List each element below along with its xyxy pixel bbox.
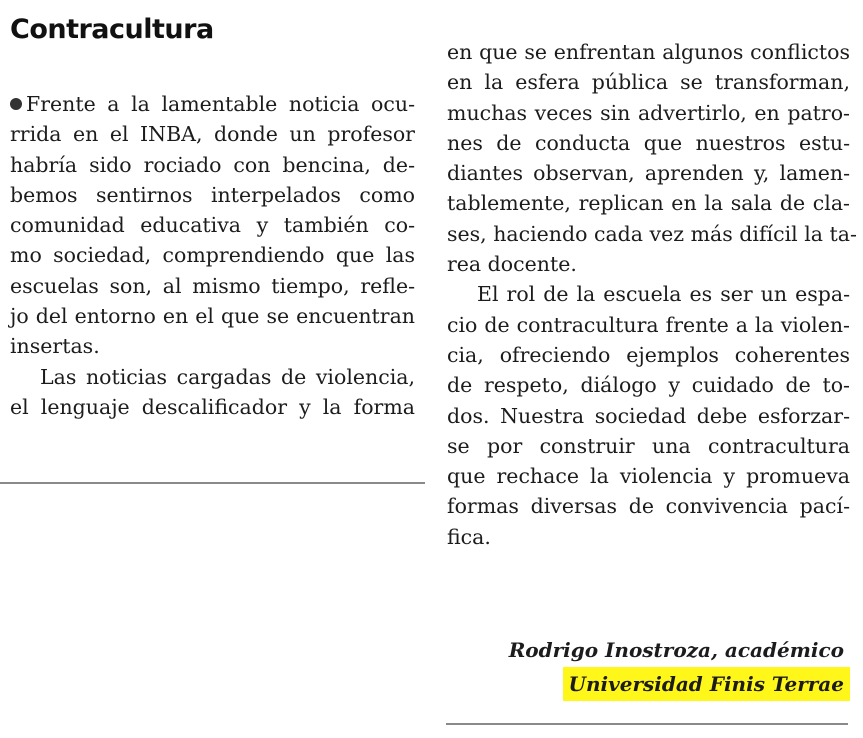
text-line: en que se enfrentan algunos conflictos	[447, 40, 850, 64]
text-line: ses, haciendo cada vez más difícil la ta-	[447, 221, 857, 246]
text-line: habría sido rociado con bencina, de-	[10, 152, 415, 177]
text-line: nes de conducta que nuestros estu-	[447, 130, 850, 155]
divider-left	[0, 482, 425, 484]
text-line: jo del entorno en el que se encuentran	[10, 304, 415, 329]
text-line: rrida en el INBA, donde un profesor	[10, 122, 415, 147]
text-line: de respeto, diálogo y cuidado de to-	[447, 373, 850, 398]
text-line: en la esfera pública se transforman,	[447, 70, 850, 95]
text-line: cio de contracultura frente a la violen-	[447, 312, 850, 337]
article-title: Contracultura	[10, 14, 214, 45]
divider-right	[446, 723, 848, 725]
text-line: bemos sentirnos interpelados como	[10, 182, 415, 207]
text-line: formas diversas de convivencia pací-	[447, 494, 850, 519]
text-line: tablemente, replican en la sala de cla-	[447, 191, 850, 216]
text-line: comunidad educativa y también co-	[10, 213, 415, 238]
author-affiliation: Universidad Finis Terrae	[563, 667, 850, 701]
text-line: Las noticias cargadas de violencia,	[40, 364, 415, 389]
text-line: rea docente.	[447, 252, 577, 277]
text-line: fica.	[447, 524, 491, 549]
signature-block	[509, 633, 844, 701]
text-line: insertas.	[10, 334, 100, 359]
text-line: muchas veces sin advertirlo, en patro-	[447, 100, 850, 125]
text-line: mo sociedad, comprendiendo que las	[10, 243, 415, 268]
left-column	[10, 89, 415, 422]
author-name: Rodrigo Inostroza, académico	[508, 638, 844, 662]
right-column	[447, 37, 857, 552]
text-line: escuelas son, al mismo tiempo, refle-	[10, 273, 415, 298]
text-line: diantes observan, aprenden y, lamen-	[447, 161, 850, 186]
text-line: El rol de la escuela es ser un espa-	[477, 282, 850, 307]
text-line: se por construir una contracultura	[447, 433, 850, 458]
text-line: que rechace la violencia y promueva	[447, 464, 850, 489]
text-line: Frente a la lamentable noticia ocu-	[10, 89, 415, 119]
bullet-icon	[10, 98, 22, 110]
text-line: dos. Nuestra sociedad debe esforzar-	[447, 403, 850, 428]
text-line: el lenguaje descalificador y la forma	[10, 394, 415, 419]
text-line: cia, ofreciendo ejemplos coherentes	[447, 342, 850, 367]
